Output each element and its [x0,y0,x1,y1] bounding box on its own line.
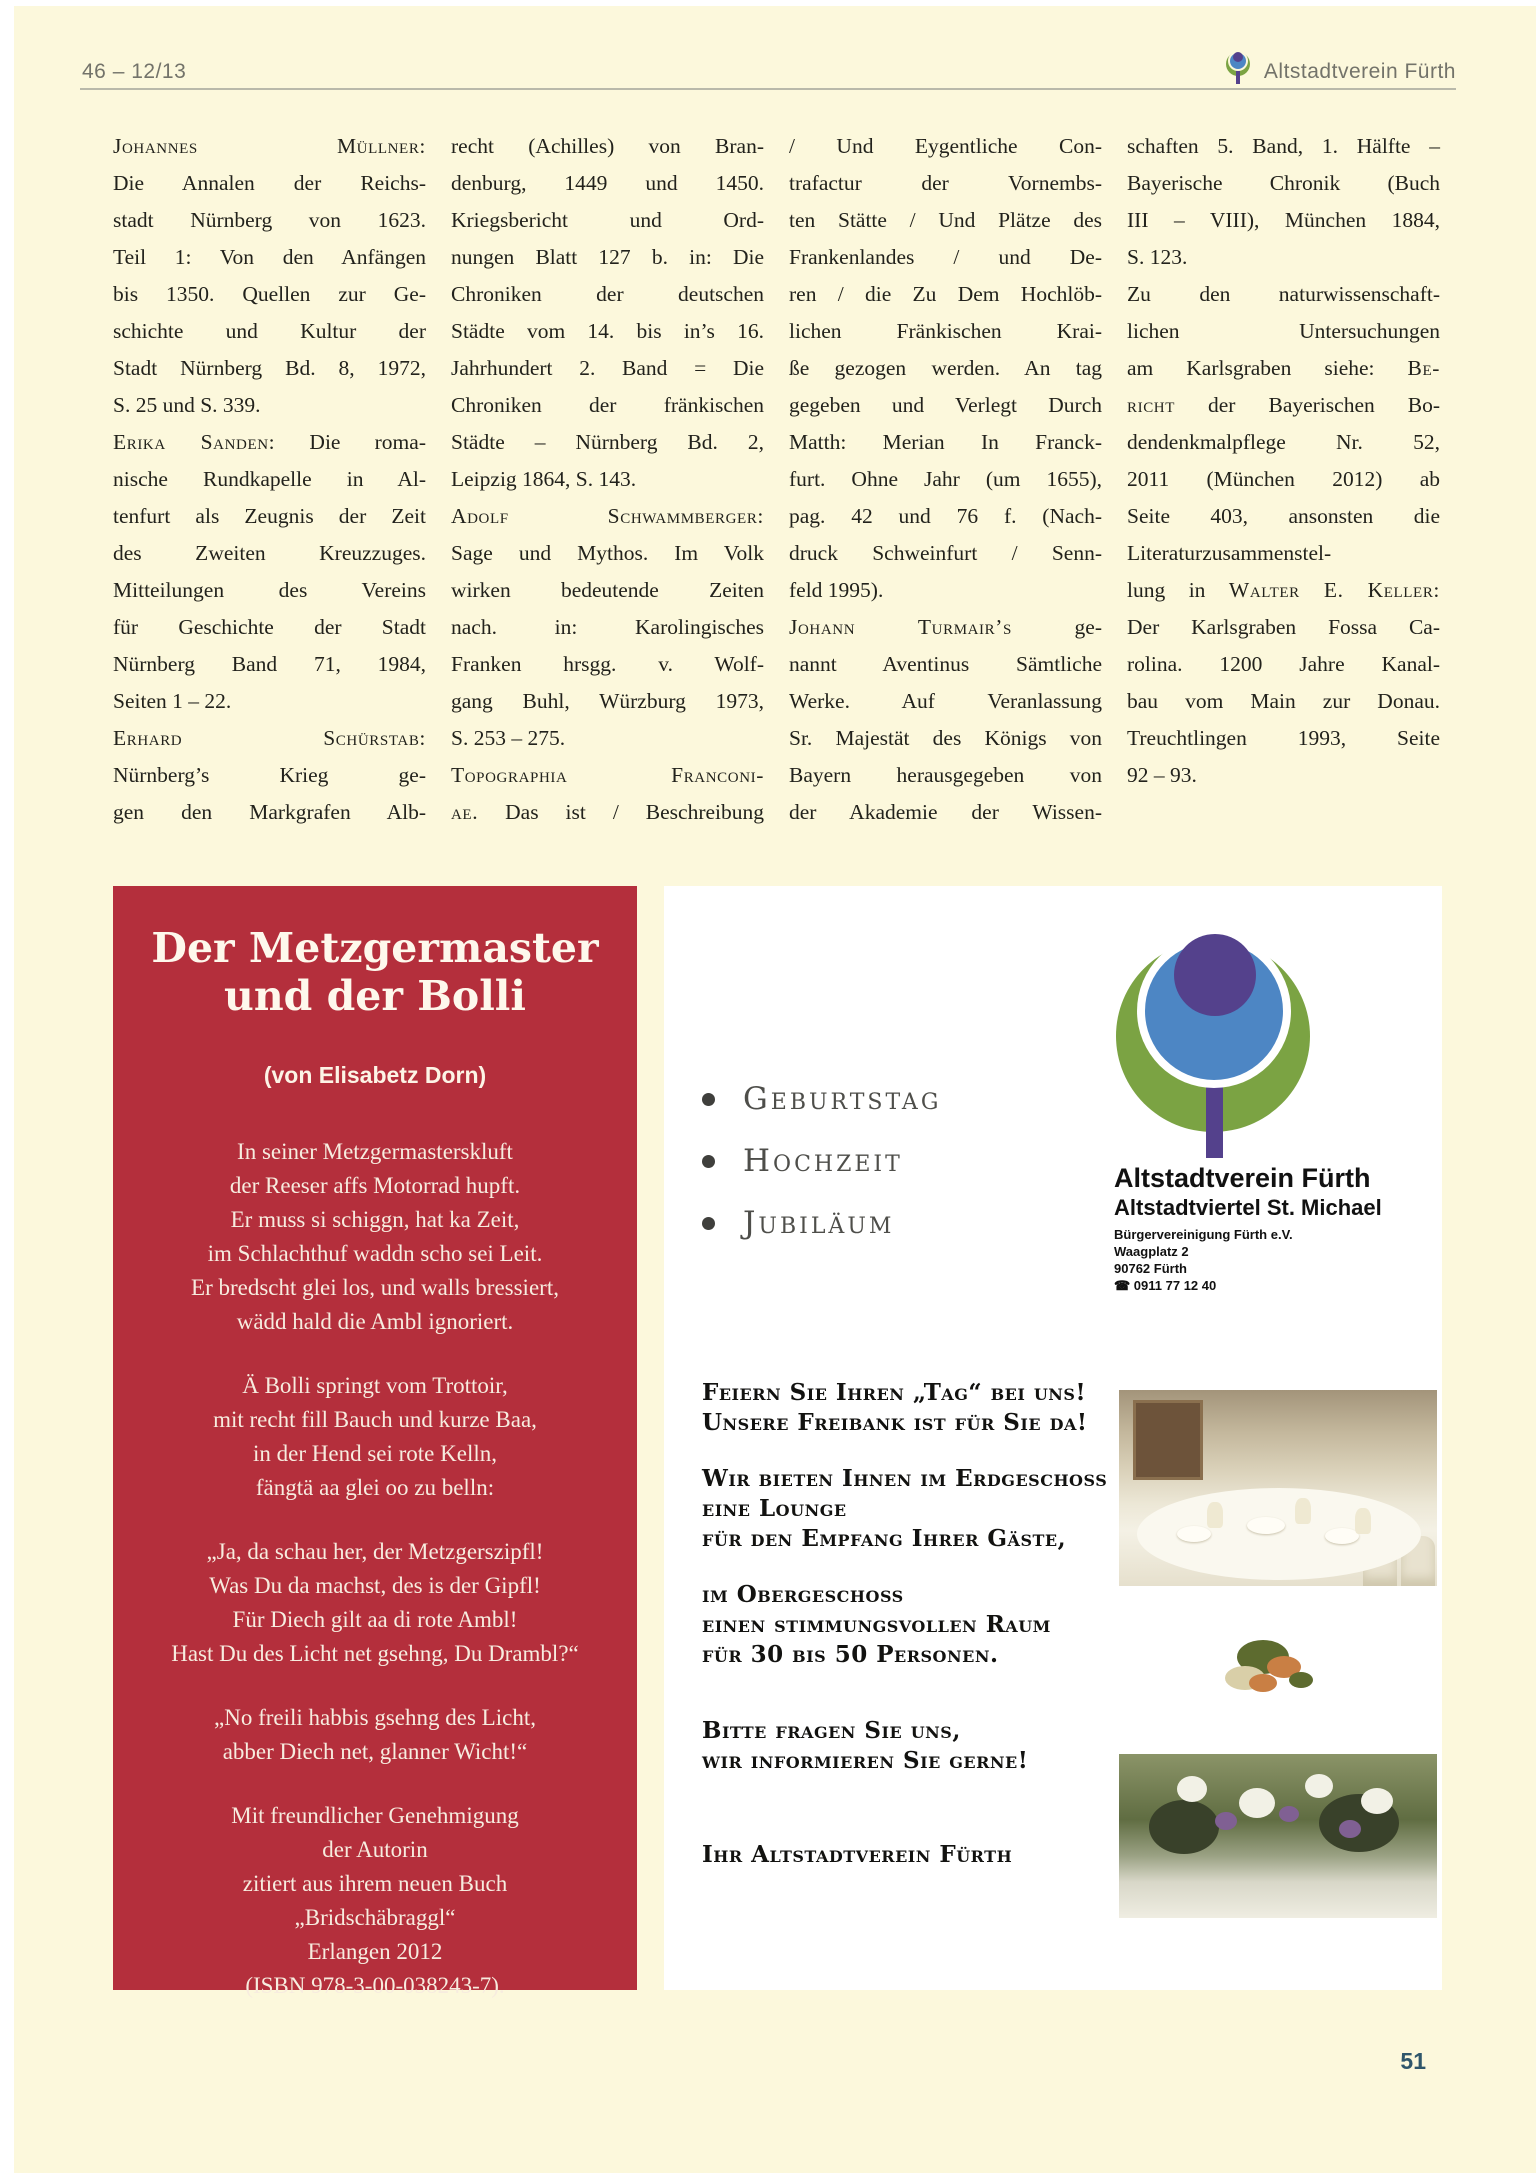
bibliography-line: nach. in: Karolingisches [451,615,764,639]
ad-copy-block: im Obergeschoss einen stimmungsvollen Raum für 30 bis 50 Personen. [702,1581,1051,1668]
bibliography-line: lichen Fränkischen Krai- [789,319,1102,343]
ad-copy-block: Bitte fragen Sie uns, wir informieren Sie gerne! [702,1717,1029,1774]
bibliography-line: bis 1350. Quellen zur Ge- [113,282,426,306]
poem-stanza: „Ja, da schau her, der Metzgerszipfl! Was Du da machst, des is der Gipfl! Für Diech gilt aa di rote Ambl! Hast Du des Licht net gsehng, Du Drambl?“ [171,1539,579,1666]
bullet-icon [702,1217,715,1230]
bibliography-line: Johannes Müllner: [113,134,426,158]
bibliography-line: Werke. Auf Veranlassung [789,689,1102,713]
bibliography-line: nannt Aventinus Sämtliche [789,652,1102,676]
bibliography-line: des Zweiten Kreuzzuges. [113,541,426,565]
bibliography-column [1127,128,1440,831]
bibliography-line: S. 253 – 275. [451,726,566,750]
ad-photo-banquet-room [1119,1390,1437,1586]
header-brand-group [1226,50,1456,86]
bibliography-line: Franken hrsgg. v. Wolf- [451,652,764,676]
bibliography-line: nungen Blatt 127 b. in: Die [451,245,764,269]
ad-occasion-item: Geburtstag [702,1068,941,1130]
logo-purple-circle [1174,934,1256,1016]
bibliography-line: Treuchtlingen 1993, Seite [1127,726,1440,750]
scan-edge-left [0,0,14,2173]
bibliography-line: Sr. Majestät des Königs von [789,726,1102,750]
bibliography-line: wirken bedeutende Zeiten [451,578,764,602]
page-number: 51 [1400,2048,1426,2074]
bibliography-line: am Karlsgraben siehe: Be- [1127,356,1440,380]
poem-stanza: Ä Bolli springt vom Trottoir, mit recht fill Bauch und kurze Baa, in der Hend sei rote Kelln, fängtä aa glei oo zu belln: [213,1373,537,1500]
bibliography-line: furt. Ohne Jahr (um 1655), [789,467,1102,491]
org-name: Altstadtverein Fürth [1114,1163,1371,1193]
org-city: 90762 Fürth [1114,1261,1187,1276]
bibliography-line: bau vom Main zur Donau. [1127,689,1440,713]
bibliography-line: ae. Das ist / Beschreibung [451,800,764,824]
ad-photo-flower-decoration [1119,1754,1437,1918]
poem-body [131,1135,619,2003]
poem-box [113,886,637,1998]
poem-title: Der Metzgermaster und der Bolli [151,924,599,1020]
bibliography-line: Seite 403, ansonsten die [1127,504,1440,528]
bibliography-line: Frankenlandes / und De- [789,245,1102,269]
ad-copy [702,1378,1132,1896]
ad-copy-block: Wir bieten Ihnen im Erdgeschoss eine Lounge für den Empfang Ihrer Gäste, [702,1465,1108,1552]
bibliography-line: Bayern herausgegeben von [789,763,1102,787]
bibliography-line: tenfurt als Zeugnis der Zeit [113,504,426,528]
bibliography-line: nische Rundkapelle in Al- [113,467,426,491]
bibliography-line: gegeben und Verlegt Durch [789,393,1102,417]
bibliography-line: gen den Markgrafen Alb- [113,800,426,824]
issue-number: 46 – 12/13 [82,60,187,83]
advertisement-box [664,886,1442,1990]
bibliography-line: denburg, 1449 und 1450. [451,171,764,195]
bibliography-line: pag. 42 und 76 f. (Nach- [789,504,1102,528]
bibliography-line: Leipzig 1864, S. 143. [451,467,637,491]
bibliography-line: dendenkmalpflege Nr. 52, [1127,430,1440,454]
bibliography-line: Städte vom 14. bis in’s 16. [451,319,764,343]
org-association: Bürgervereinigung Fürth e.V. [1114,1227,1293,1242]
bibliography-line: Matth: Merian In Franck- [789,430,1102,454]
ad-occasion-item: Hochzeit [702,1130,941,1192]
scan-edge-top [0,0,1536,6]
bibliography-line: Erhard Schürstab: [113,726,426,750]
bibliography-line: Nürnberg’s Krieg ge- [113,763,426,787]
bibliography-line: S. 25 und S. 339. [113,393,261,417]
ad-occasion-item: Jubiläum [702,1192,941,1254]
bibliography-line: 92 – 93. [1127,763,1197,787]
altstadtverein-flower-logo [1114,922,1314,1158]
ad-photo-gourmet-plate [1129,1600,1429,1742]
org-phone: ☎ 0911 77 12 40 [1114,1278,1217,1293]
bullet-icon [702,1093,715,1106]
bibliography-line: Nürnberg Band 71, 1984, [113,652,426,676]
poem-stanza: Mit freundlicher Genehmigung der Autorin zitiert aus ihrem neuen Buch „Bridschäbraggl“ Erlangen 2012 (ISBN 978-3-00-038243-7). [231,1803,519,1998]
bibliography-line: Der Karlsgraben Fossa Ca- [1127,615,1440,639]
bibliography-line: für Geschichte der Stadt [113,615,426,639]
bibliography-line: Seiten 1 – 22. [113,689,232,713]
flower-logo-icon [1226,50,1250,86]
bibliography-line: der Akademie der Wissen- [789,800,1102,824]
bibliography-line: schaften 5. Band, 1. Hälfte – [1127,134,1440,158]
bibliography-line: trafactur der Vornembs- [789,171,1102,195]
bibliography-line: recht (Achilles) von Bran- [451,134,764,158]
bibliography-line: stadt Nürnberg von 1623. [113,208,426,232]
bibliography-line: lichen Untersuchungen [1127,319,1440,343]
bibliography-line: S. 123. [1127,245,1188,269]
bullet-icon [702,1155,715,1168]
bibliography-line: druck Schweinfurt / Senn- [789,541,1102,565]
bibliography-line: feld 1995). [789,578,884,602]
ad-occasion-list [702,1068,941,1254]
bibliography-line: Stadt Nürnberg Bd. 8, 1972, [113,356,426,380]
poem-byline: (von Elisabetz Dorn) [263,1062,487,1088]
bibliography-line: richt der Bayerischen Bo- [1127,393,1440,417]
header-brand-name: Altstadtverein Fürth [1263,60,1456,83]
bibliography-column [113,128,426,831]
bibliography-column [451,128,764,831]
banquet-mirror [1133,1400,1203,1480]
bibliography-line: Johann Turmair’s ge- [789,615,1102,639]
page-header [80,46,1456,88]
bibliography-line: lung in Walter E. Keller: [1127,578,1440,602]
bibliography-line: ße gezogen werden. An tag [789,356,1102,380]
ad-copy-block: Feiern Sie Ihren „Tag“ bei uns! Unsere Freibank ist für Sie da! [702,1379,1088,1436]
bibliography-column [789,128,1102,831]
bibliography-line: rolina. 1200 Jahre Kanal- [1127,652,1440,676]
org-street: Waagplatz 2 [1114,1244,1189,1259]
header-rule [80,88,1456,90]
bibliography-line: Chroniken der deutschen [451,282,764,306]
bibliography-line: Adolf Schwammberger: [451,504,764,528]
bibliography-line: gang Buhl, Würzburg 1973, [451,689,764,713]
bibliography-line: schichte und Kultur der [113,319,426,343]
bibliography-line: Erika Sanden: Die roma- [113,430,426,454]
bibliography-line: 2011 (München 2012) ab [1127,467,1440,491]
bibliography-line: / Und Eygentliche Con- [789,134,1102,158]
bibliography-line: Kriegsbericht und Ord- [451,208,764,232]
bibliography-line: Literaturzusammenstel- [1127,541,1332,565]
bibliography-line: Die Annalen der Reichs- [113,171,426,195]
bibliography-line: Teil 1: Von den Anfängen [113,245,426,269]
bibliography-line: Mitteilungen des Vereins [113,578,426,602]
bibliography-line: ren / die Zu Dem Hochlöb- [789,282,1102,306]
bibliography-line: Chroniken der fränkischen [451,393,764,417]
bibliography-line: Bayerische Chronik (Buch [1127,171,1440,195]
poem-stanza: In seiner Metzgermasterskluft der Reeser affs Motorrad hupft. Er muss si schiggn, hat ka Zeit, im Schlachthuf waddn scho sei Leit. Er bredscht glei los, und walls bressiert, wädd hald die Ambl ignoriert. [191,1139,559,1334]
bibliography-columns [113,128,1440,831]
bibliography-line: Zu den naturwissenschaft- [1127,282,1440,306]
bibliography-line: Sage und Mythos. Im Volk [451,541,764,565]
ad-copy-block: Ihr Altstadtverein Fürth [702,1841,1013,1868]
bibliography-line: Jahrhundert 2. Band = Die [451,356,764,380]
bibliography-line: III – VIII), München 1884, [1127,208,1440,232]
bibliography-line: Städte – Nürnberg Bd. 2, [451,430,764,454]
poem-stanza: „No freili habbis gsehng des Licht, abber Diech net, glanner Wicht!“ [214,1705,536,1764]
ad-contact-block [1114,1162,1382,1294]
bibliography-line: Topographia Franconi- [451,763,764,787]
org-district: Altstadtviertel St. Michael [1114,1195,1382,1220]
bibliography-line: ten Stätte / Und Plätze des [789,208,1102,232]
